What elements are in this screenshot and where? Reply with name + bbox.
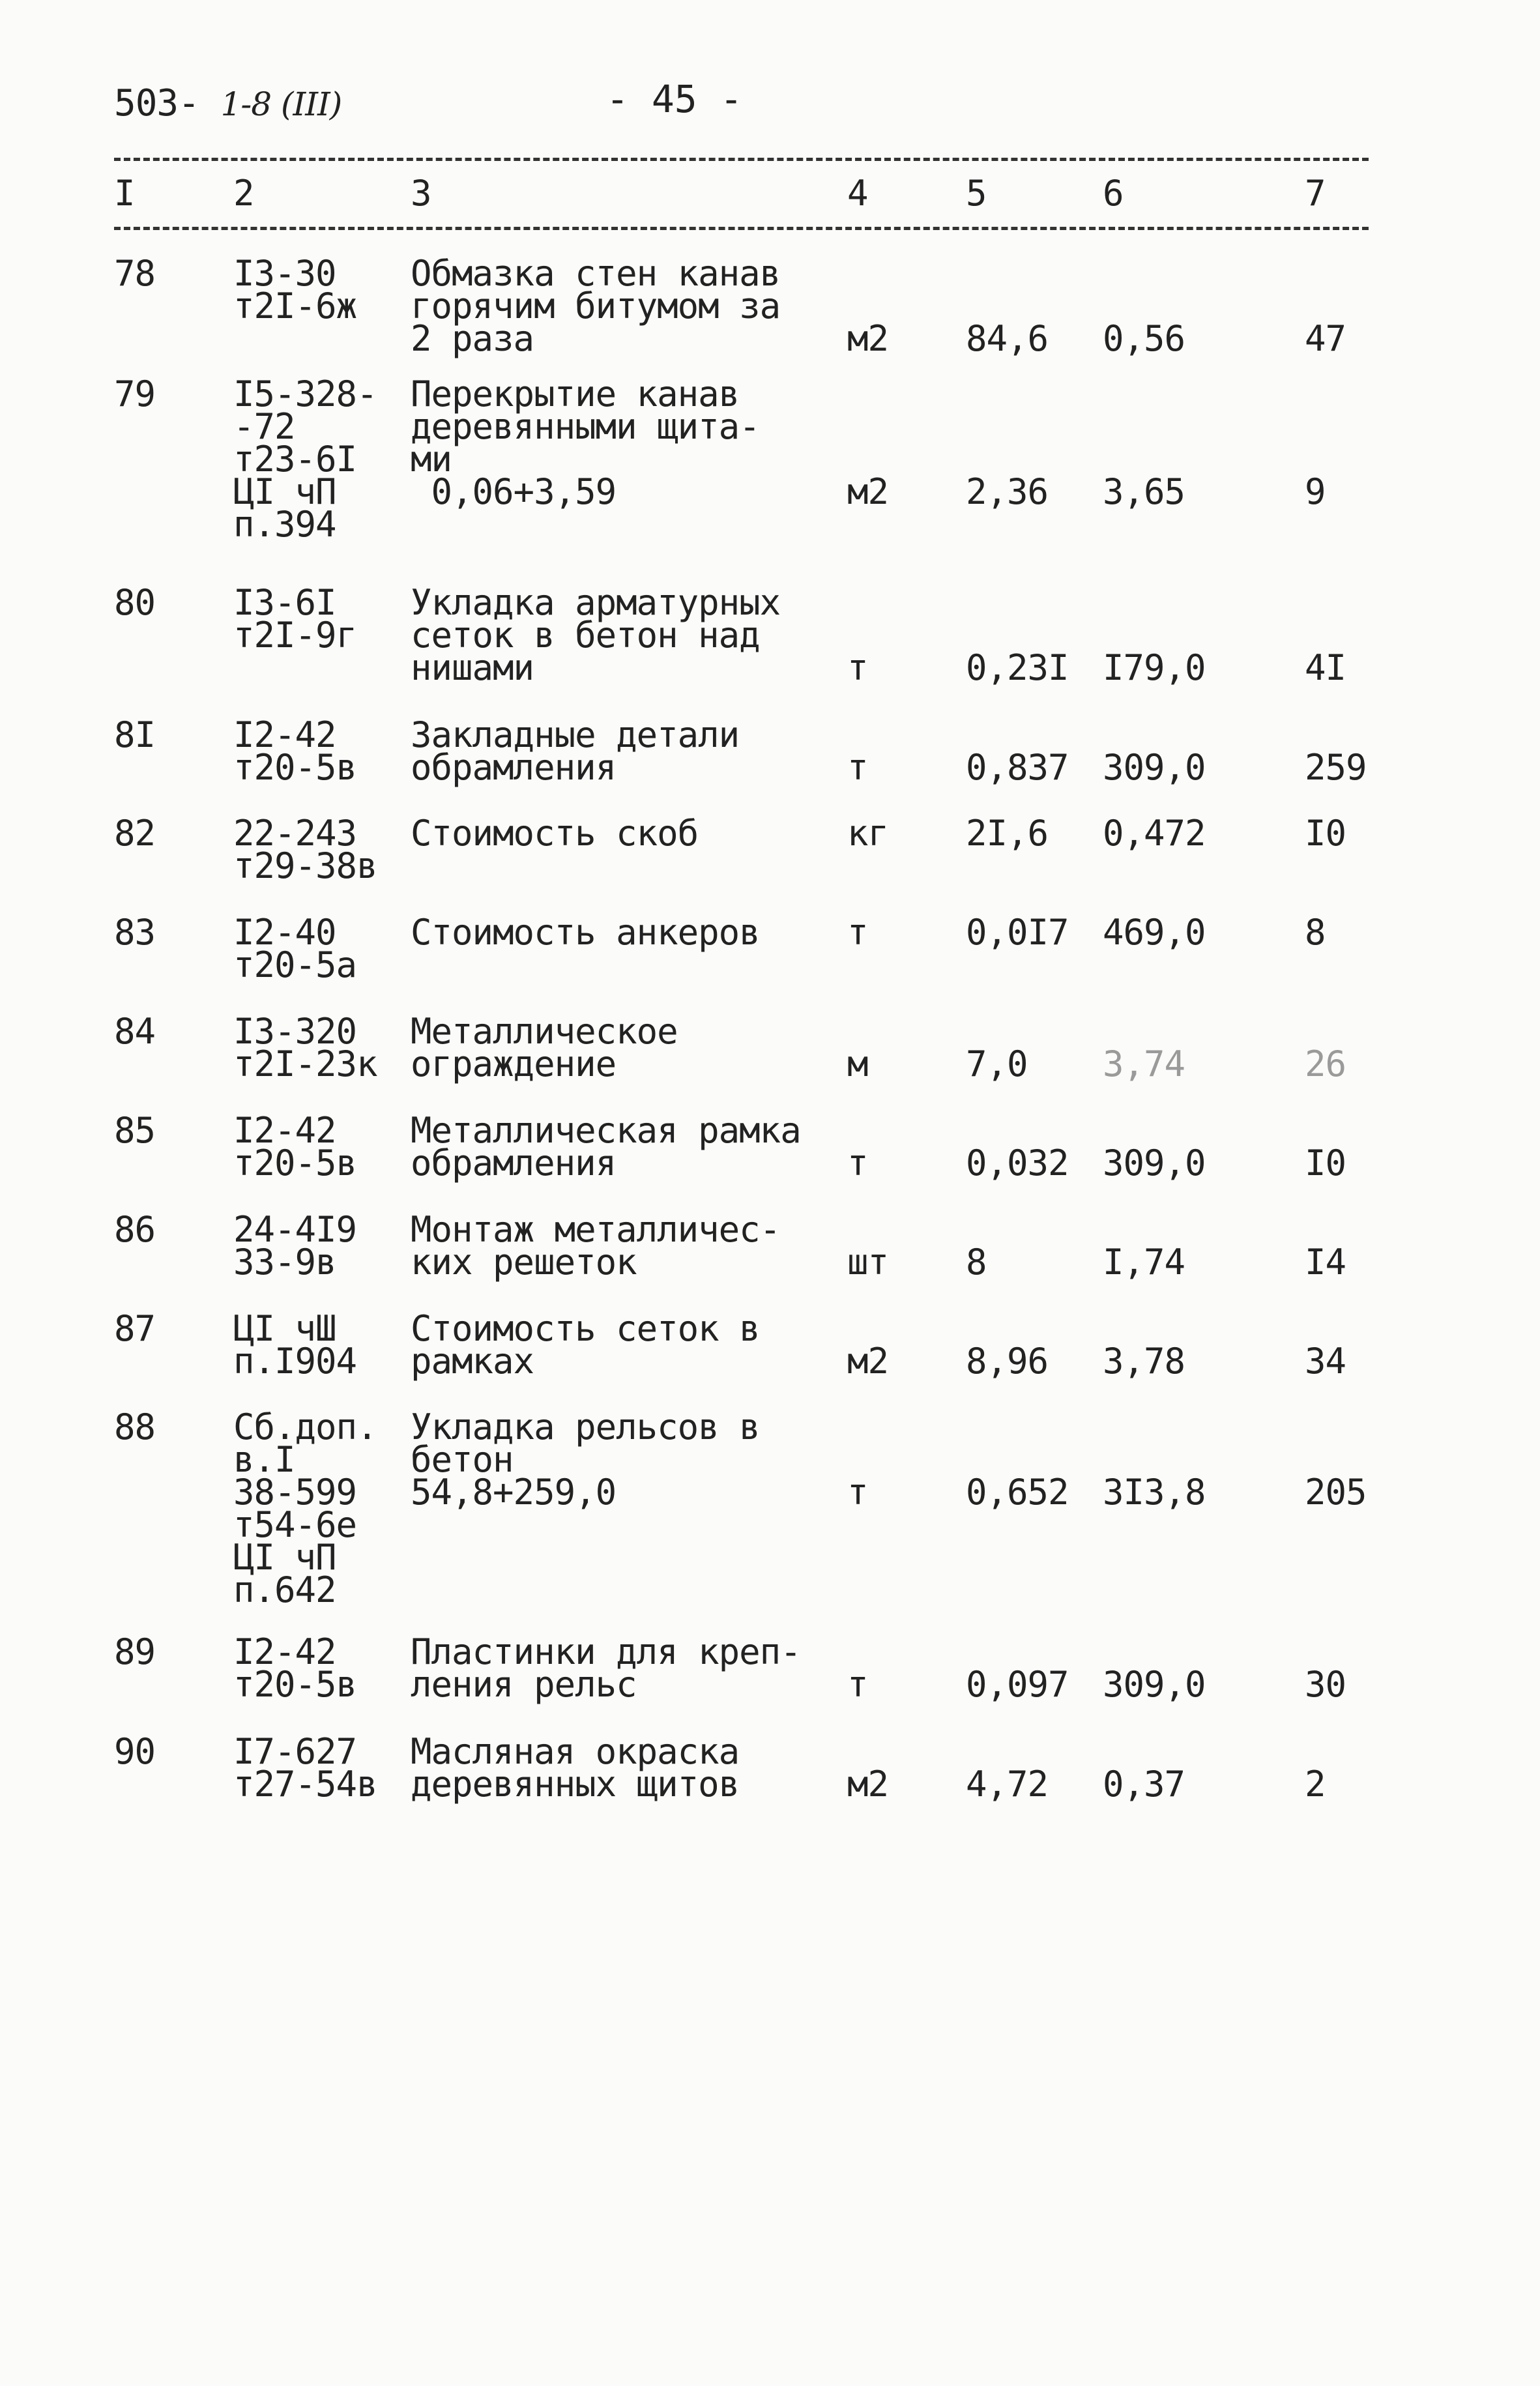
rate-code-line: 33-9в: [233, 1242, 336, 1283]
work-description-line: Перекрытие канав: [411, 373, 740, 415]
total-cell: 4I: [1305, 647, 1346, 688]
row-number: 79: [114, 373, 156, 415]
work-description-line: обрамления: [411, 1142, 617, 1184]
work-description: [411, 912, 760, 953]
row-number: 89: [114, 1631, 156, 1672]
rate-code-line: в.I: [233, 1439, 295, 1480]
work-description-line: Укладка рельсов в: [411, 1406, 760, 1448]
quantity-cell: 0,032: [966, 1142, 1069, 1184]
unit-price-cell: 309,0: [1103, 1664, 1206, 1705]
unit-price-cell: 3,65: [1103, 471, 1185, 512]
quantity-cell: 4,72: [966, 1764, 1049, 1805]
total-cell: I4: [1305, 1242, 1346, 1283]
rate-code-line: I7-627: [233, 1731, 357, 1772]
work-description: [411, 582, 781, 688]
rate-code-line: I5-328-: [233, 373, 377, 415]
work-description-line: 0,06+3,59: [411, 471, 617, 512]
rate-code: [233, 1631, 357, 1705]
work-description-line: Стоимость анкеров: [411, 912, 760, 953]
work-description: [411, 813, 699, 854]
rate-code-line: п.394: [233, 504, 336, 545]
rate-code: [233, 813, 377, 886]
work-description-line: Монтаж металличес-: [411, 1209, 781, 1250]
work-description-line: Масляная окраска: [411, 1731, 740, 1772]
work-description-line: деревянных щитов: [411, 1764, 740, 1805]
work-description-line: 54,8+259,0: [411, 1472, 617, 1513]
work-description-line: Укладка арматурных: [411, 582, 781, 623]
rate-code: [233, 253, 357, 327]
total-cell: 26: [1305, 1043, 1346, 1084]
rate-code-line: ЦI чП: [233, 1537, 336, 1578]
unit-cell: шт: [847, 1242, 889, 1283]
row-number: 83: [114, 912, 156, 953]
unit-cell: т: [847, 647, 868, 688]
work-description-line: рамках: [411, 1341, 534, 1382]
rate-code-line: I3-320: [233, 1011, 357, 1052]
work-description: [411, 1731, 740, 1805]
rate-code: [233, 1011, 377, 1084]
rate-code: [233, 373, 377, 545]
rate-code: [233, 1110, 357, 1184]
page-number: - 45 -: [606, 77, 743, 121]
total-cell: 34: [1305, 1341, 1346, 1382]
quantity-cell: 7,0: [966, 1043, 1028, 1084]
total-cell: 30: [1305, 1664, 1346, 1705]
column-header-4: 4: [847, 173, 869, 214]
row-number: 82: [114, 813, 156, 854]
rate-code-line: I2-42: [233, 1631, 336, 1672]
work-description-line: 2 раза: [411, 318, 534, 359]
unit-price-cell: 3,74: [1103, 1043, 1185, 1084]
work-description-line: нишами: [411, 647, 534, 688]
quantity-cell: 0,652: [966, 1472, 1069, 1513]
column-header-2: 2: [233, 173, 255, 214]
quantity-cell: 2I,6: [966, 813, 1049, 854]
rate-code-line: т23-6I: [233, 439, 357, 480]
rate-code-line: ЦI чП: [233, 471, 336, 512]
quantity-cell: 0,0I7: [966, 912, 1069, 953]
column-header-1: I: [114, 173, 136, 214]
work-description-line: ких решеток: [411, 1242, 637, 1283]
document-code-printed: 503-: [114, 82, 199, 124]
unit-cell: м2: [847, 318, 889, 359]
row-number: 85: [114, 1110, 156, 1151]
quantity-cell: 8,96: [966, 1341, 1049, 1382]
work-description: [411, 714, 740, 788]
header-top-rule: [114, 158, 1369, 161]
total-cell: 8: [1305, 912, 1326, 953]
row-number: 90: [114, 1731, 156, 1772]
rate-code-line: т2I-6ж: [233, 285, 357, 327]
unit-cell: т: [847, 747, 868, 788]
quantity-cell: 0,837: [966, 747, 1069, 788]
rate-code: [233, 912, 357, 985]
unit-cell: т: [847, 1664, 868, 1705]
work-description-line: ми: [411, 439, 452, 480]
work-description: [411, 1011, 678, 1084]
work-description-line: Металлическое: [411, 1011, 678, 1052]
rate-code-line: 38-599: [233, 1472, 357, 1513]
rate-code: [233, 1406, 377, 1610]
total-cell: 259: [1305, 747, 1367, 788]
rate-code-line: I3-30: [233, 253, 336, 294]
rate-code-line: т20-5в: [233, 1664, 357, 1705]
work-description: [411, 1631, 801, 1705]
column-header-5: 5: [966, 173, 987, 214]
rate-code-line: Сб.доп.: [233, 1406, 377, 1448]
rate-code-line: 24-4I9: [233, 1209, 357, 1250]
rate-code-line: т20-5в: [233, 1142, 357, 1184]
unit-cell: м2: [847, 471, 889, 512]
work-description: [411, 1209, 781, 1283]
rate-code: [233, 1209, 357, 1283]
work-description: [411, 1406, 760, 1513]
total-cell: I0: [1305, 813, 1346, 854]
column-header-6: 6: [1103, 173, 1124, 214]
rate-code: [233, 582, 357, 656]
unit-price-cell: 3,78: [1103, 1341, 1185, 1382]
unit-price-cell: 469,0: [1103, 912, 1206, 953]
header-bottom-rule: [114, 227, 1369, 230]
unit-price-cell: 0,472: [1103, 813, 1206, 854]
rate-code-line: -72: [233, 406, 295, 447]
rate-code-line: т29-38в: [233, 845, 377, 886]
work-description-line: Стоимость сеток в: [411, 1308, 760, 1349]
total-cell: 9: [1305, 471, 1326, 512]
work-description-line: горячим битумом за: [411, 285, 781, 327]
work-description-line: ограждение: [411, 1043, 617, 1084]
work-description: [411, 1110, 801, 1184]
rate-code-line: т2I-23к: [233, 1043, 377, 1084]
work-description-line: сеток в бетон над: [411, 615, 760, 656]
row-number: 80: [114, 582, 156, 623]
unit-price-cell: 3I3,8: [1103, 1472, 1206, 1513]
rate-code-line: 22-243: [233, 813, 357, 854]
quantity-cell: 0,097: [966, 1664, 1069, 1705]
work-description-line: Обмазка стен канав: [411, 253, 781, 294]
unit-cell: м2: [847, 1764, 889, 1805]
unit-price-cell: 309,0: [1103, 747, 1206, 788]
rate-code-line: I2-40: [233, 912, 336, 953]
unit-cell: т: [847, 1142, 868, 1184]
quantity-cell: 0,23I: [966, 647, 1069, 688]
rate-code-line: I2-42: [233, 714, 336, 755]
quantity-cell: 84,6: [966, 318, 1049, 359]
work-description-line: ления рельс: [411, 1664, 637, 1705]
rate-code-line: п.I904: [233, 1341, 357, 1382]
work-description-line: обрамления: [411, 747, 617, 788]
unit-cell: т: [847, 1472, 868, 1513]
column-header-3: 3: [411, 173, 432, 214]
rate-code-line: п.642: [233, 1569, 336, 1610]
work-description: [411, 253, 781, 359]
rate-code: [233, 1731, 377, 1805]
work-description: [411, 1308, 760, 1382]
work-description: [411, 373, 760, 512]
work-description-line: Металлическая рамка: [411, 1110, 801, 1151]
unit-cell: т: [847, 912, 868, 953]
work-description-line: Пластинки для креп-: [411, 1631, 801, 1672]
rate-code-line: I3-6I: [233, 582, 336, 623]
total-cell: 47: [1305, 318, 1346, 359]
total-cell: I0: [1305, 1142, 1346, 1184]
unit-cell: кг: [847, 813, 889, 854]
work-description-line: деревянными щита-: [411, 406, 760, 447]
rate-code-line: ЦI чШ: [233, 1308, 336, 1349]
row-number: 88: [114, 1406, 156, 1448]
rate-code-line: т20-5в: [233, 747, 357, 788]
work-description-line: Закладные детали: [411, 714, 740, 755]
row-number: 78: [114, 253, 156, 294]
rate-code-line: I2-42: [233, 1110, 336, 1151]
quantity-cell: 8: [966, 1242, 987, 1283]
rate-code-line: т27-54в: [233, 1764, 377, 1805]
document-code-handwritten: 1-8 (III): [220, 85, 342, 123]
rate-code: [233, 714, 357, 788]
quantity-cell: 2,36: [966, 471, 1049, 512]
rate-code-line: т20-5а: [233, 944, 357, 985]
unit-price-cell: 309,0: [1103, 1142, 1206, 1184]
column-header-7: 7: [1305, 173, 1326, 214]
rate-code-line: т54-6е: [233, 1504, 357, 1545]
row-number: 8I: [114, 714, 156, 755]
row-number: 84: [114, 1011, 156, 1052]
row-number: 86: [114, 1209, 156, 1250]
unit-price-cell: I79,0: [1103, 647, 1206, 688]
total-cell: 205: [1305, 1472, 1367, 1513]
unit-price-cell: 0,56: [1103, 318, 1185, 359]
unit-price-cell: 0,37: [1103, 1764, 1185, 1805]
unit-price-cell: I,74: [1103, 1242, 1185, 1283]
unit-cell: м2: [847, 1341, 889, 1382]
rate-code: [233, 1308, 357, 1382]
work-description-line: бетон: [411, 1439, 514, 1480]
row-number: 87: [114, 1308, 156, 1349]
unit-cell: м: [847, 1043, 868, 1084]
document-code: [114, 82, 341, 124]
total-cell: 2: [1305, 1764, 1326, 1805]
work-description-line: Стоимость скоб: [411, 813, 699, 854]
rate-code-line: т2I-9г: [233, 615, 357, 656]
